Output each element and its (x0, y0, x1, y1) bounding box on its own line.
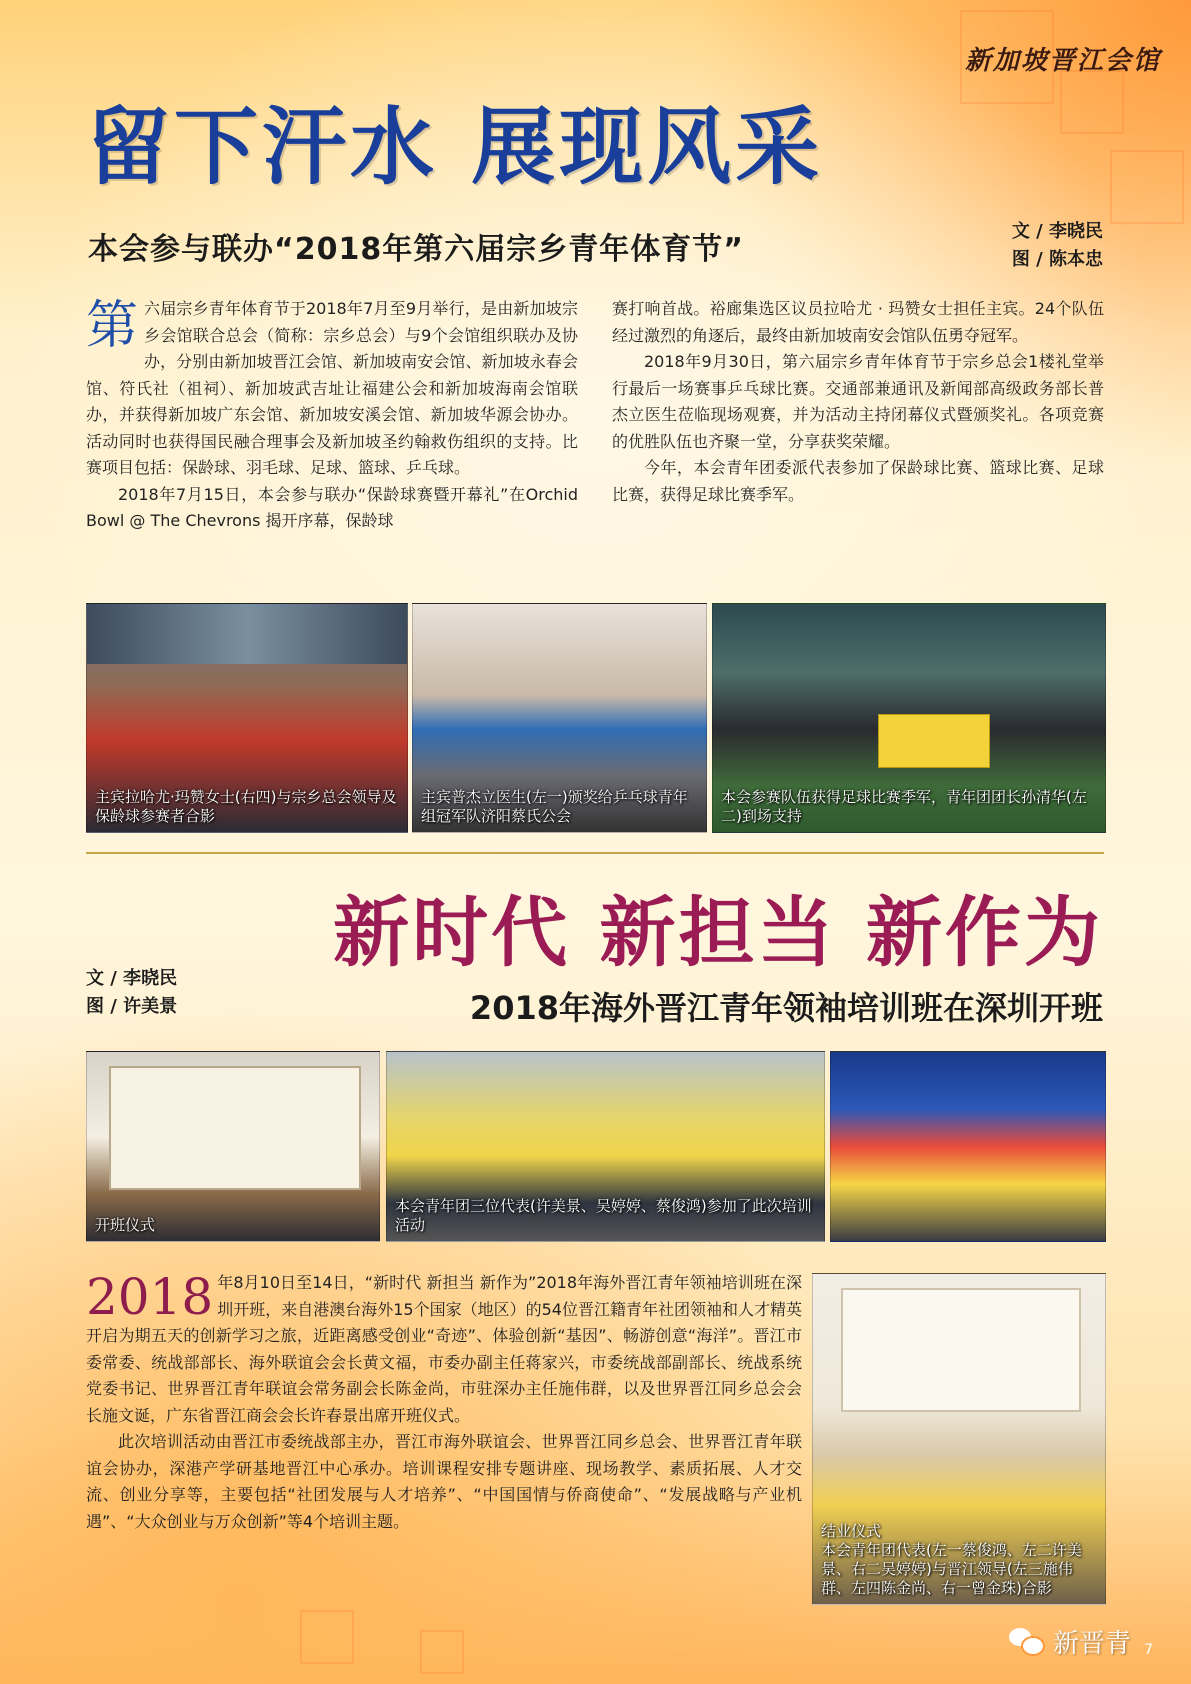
article1-subtitle: 本会参与联办“2018年第六届宗乡青年体育节” (88, 232, 744, 267)
article1-paragraph: 2018年9月30日，第六届宗乡青年体育节于宗乡总会1楼礼堂举行最后一场赛事乒乓球比赛。交通部兼通讯及新闻部高级政务部长普杰立医生莅临现场观赛，并为活动主持闭幕仪式暨颁奖礼。各项竞赛的优胜队伍也齐聚一堂，分享获奖荣耀。 (612, 352, 1104, 451)
photo-training-group (386, 1051, 825, 1242)
photo-caption: 本会青年团三位代表(许美景、吴婷婷、蔡俊鸿)参加了此次培训活动 (395, 1197, 812, 1234)
article1-dropcap: 第 (86, 296, 139, 356)
photo-caption: 本会参赛队伍获得足球比赛季军，青年团团长孙清华(左二)到场支持 (721, 788, 1087, 825)
article1-paragraph: 赛打响首战。裕廊集选区议员拉哈尤 · 玛赞女士担任主宾。24个队伍经过激烈的角逐后，最终由新加坡南安会馆队伍勇夺冠军。 (612, 299, 1104, 345)
article1-credits (1012, 218, 1103, 274)
photo-caption: 主宾拉哈尤·玛赞女士(右四)与宗乡总会领导及保龄球参赛者合影 (95, 788, 397, 825)
decor-square (1110, 150, 1184, 224)
article1-column-right (612, 296, 1104, 508)
article2-paragraph: 此次培训活动由晋江市委统战部主办，晋江市海外联谊会、世界晋江同乡总会、世界晋江青年联谊会协办，深港产学研基地晋江中心承办。培训课程安排专题讲座、现场教学、素质拓展、人才交流、创业分享等，主要包括“社团发展与人才培养”、“中国国情与侨商使命”、“发展战略与产业机遇”、“大众创业与万众创新”等4个培训主题。 (86, 1432, 802, 1531)
photo-graduation-ceremony (812, 1273, 1106, 1605)
article1-paragraph: 六届宗乡青年体育节于2018年7月至9月举行，是由新加坡宗乡会馆联合总会（简称：宗乡总会）与9个会馆组织联办及协办，分别由新加坡晋江会馆、新加坡南安会馆、新加坡永春会馆、符氏社（祖祠）、新加坡武吉址让福建公会和新加坡海南会馆联办，并获得新加坡广东会馆、新加坡安溪会馆、新加坡华源会协办。活动同时也获得国民融合理事会及新加坡圣约翰救伤组织的支持。比赛项目包括：保龄球、羽毛球、足球、篮球、乒乓球。 (86, 299, 578, 477)
page-number: 7 (1144, 1642, 1153, 1658)
organization-logo: 新加坡晋江会馆 (964, 46, 1161, 76)
photo-caption: 主宾普杰立医生(左一)颁奖给乒乓球青年组冠军队济阳蔡氏公会 (421, 788, 688, 825)
article1-column-left (86, 296, 578, 535)
article1-paragraph: 今年，本会青年团委派代表参加了保龄球比赛、篮球比赛、足球比赛，获得足球比赛季军。 (612, 458, 1104, 504)
wechat-account-name: 新晋青 (1052, 1629, 1131, 1659)
photo-table-tennis-award (412, 603, 707, 833)
wechat-account (1009, 1623, 1131, 1660)
photo-football-team (712, 603, 1106, 833)
photo-caption: 开班仪式 (95, 1216, 156, 1234)
article2-author: 文 / 李晓民 (86, 968, 178, 989)
photo-bowling-group (86, 603, 408, 833)
photo-caption: 结业仪式 本会青年团代表(左一蔡俊鸿、左二许美景、右二吴婷婷)与晋江领导(左三施伟群、左四陈金尚、右一曾金珠)合影 (821, 1522, 1082, 1597)
article2-dropcap: 2018 (86, 1268, 214, 1326)
article1-paragraph: 2018年7月15日，本会参与联办“保龄球赛暨开幕礼”在Orchid Bowl @ The Chevrons 揭开序幕，保龄球 (86, 484, 578, 530)
article1-author: 文 / 李晓民 (1011, 221, 1103, 242)
photo-trade-fair-group (830, 1051, 1106, 1242)
article2-title: 新时代 新担当 新作为 (333, 888, 1103, 977)
decor-square (420, 1630, 464, 1674)
decor-square (300, 1610, 354, 1664)
photo-opening-ceremony (86, 1051, 380, 1242)
article2-credits (86, 965, 177, 1021)
decor-square (1060, 70, 1124, 134)
section-divider (86, 852, 1104, 854)
article2-body (86, 1270, 802, 1535)
article1-photographer: 图 / 陈本忠 (1011, 249, 1103, 270)
article2-photographer: 图 / 许美景 (86, 996, 178, 1017)
article2-subtitle: 2018年海外晋江青年领袖培训班在深圳开班 (469, 989, 1103, 1027)
article1-title: 留下汗水 展现风采 (86, 98, 824, 196)
article2-paragraph: 年8月10日至14日，“新时代 新担当 新作为”2018年海外晋江青年领袖培训班在深圳开班，来自港澳台海外15个国家（地区）的54位晋江籍青年社团领袖和人才精英开启为期五天的创新学习之旅，近距离感受创业“奇迹”、体验创新“基因”、畅游创意“海洋”。晋江市委常委、统战部部长、海外联谊会会长黄文福，市委办副主任蒋家兴，市委统战部副部长、统战系统党委书记、世界晋江青年联谊会常务副会长陈金尚，市驻深办主任施伟群，以及世界晋江同乡总会会长施文诞，广东省晋江商会会长许春景出席开班仪式。 (86, 1273, 802, 1425)
wechat-icon (1009, 1628, 1043, 1656)
